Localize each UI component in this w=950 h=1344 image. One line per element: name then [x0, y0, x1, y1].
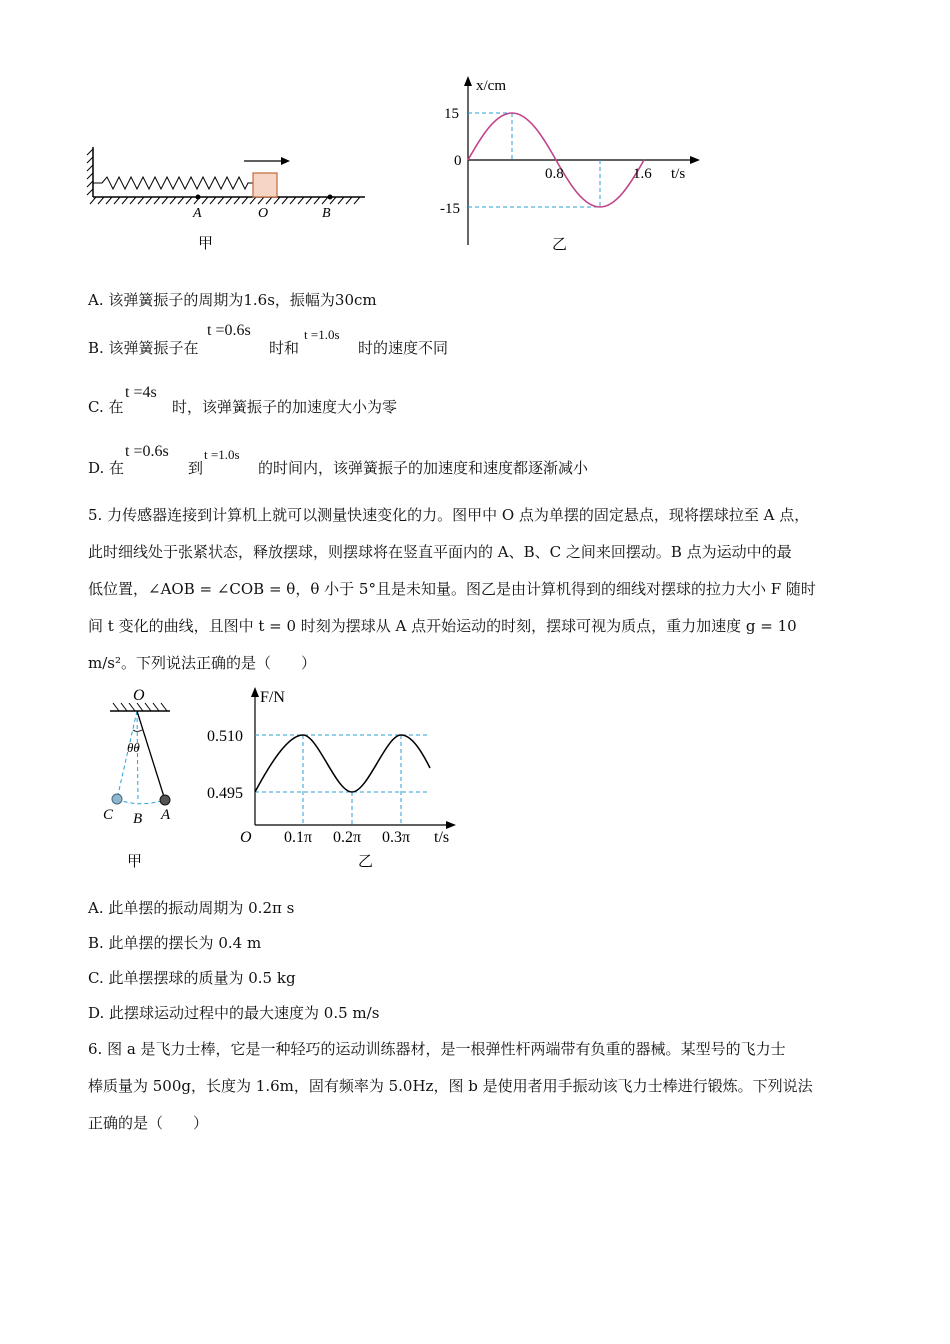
q5-line: 5. 力传感器连接到计算机上就可以测量快速变化的力。图甲中 O 点为单摆的固定悬点，现将摆球拉至 A 点， — [88, 506, 810, 524]
ball-a — [160, 795, 170, 805]
q4-c-text-1: C. 在 — [88, 398, 124, 416]
q4-d-time-2: t =1.0s — [204, 447, 240, 462]
x-axis-label: t/s — [671, 166, 686, 182]
t-tick-0.2pi: 0.2π — [333, 829, 362, 846]
pendulum-o-label: O — [133, 687, 145, 704]
figure-caption-yi-2: 乙 — [358, 852, 374, 870]
velocity-arrow-icon — [244, 157, 290, 165]
q5-option-b: B. 此单摆的摆长为 0.4 m — [88, 934, 262, 952]
f-axis-label: F/N — [260, 689, 285, 706]
point-a-label: A — [193, 206, 202, 221]
q4-d-text-3: 的时间内，该弹簧振子的加速度和速度都逐渐减小 — [258, 459, 589, 477]
q5-option-a: A. 此单摆的振动周期为 0.2π s — [88, 899, 295, 917]
spring-oscillator-figure — [80, 135, 380, 260]
y-tick-15: 15 — [444, 106, 459, 122]
q6-line: 6. 图 a 是飞力士棒，它是一种轻巧的运动训练器材，是一根弹性杆两端带有负重的器械。某型号的飞力士 — [88, 1040, 786, 1058]
point-o-label: O — [258, 206, 269, 221]
force-time-graph — [200, 682, 470, 872]
figure-caption-jia-2: 甲 — [127, 852, 143, 870]
q4-b-time-2: t =1.0s — [304, 327, 340, 342]
displacement-time-graph — [430, 72, 720, 257]
q5-stem — [88, 497, 868, 682]
q4-b-time-1: t =0.6s — [207, 322, 251, 339]
pendulum-a-label: A — [161, 807, 171, 823]
y-axis-label: x/cm — [476, 78, 506, 94]
figure-caption-yi: 乙 — [552, 235, 568, 253]
spring — [93, 177, 253, 189]
q4-b-text-3: 时的速度不同 — [358, 339, 449, 357]
q5-line: 此时细线处于张紧状态，释放摆球，则摆球将在竖直平面内的 A、B、C 之间来回摆动。B 点为运动中的最 — [88, 543, 792, 561]
block — [253, 173, 277, 197]
x-tick-1.6: 1.6 — [633, 166, 652, 182]
figure-caption-jia: 甲 — [198, 234, 214, 252]
theta-labels: θθ — [127, 740, 140, 755]
ball-c — [112, 794, 122, 804]
pendulum-c-label: C — [103, 807, 114, 823]
q4-b-text-1: B. 该弹簧振子在 — [88, 339, 199, 357]
q4-c-time: t =4s — [125, 384, 157, 401]
t-tick-0.1pi: 0.1π — [284, 829, 313, 846]
q4-d-text-1: D. 在 — [88, 459, 125, 477]
q5-option-c: C. 此单摆摆球的质量为 0.5 kg — [88, 969, 296, 987]
pendulum-b-label: B — [133, 811, 143, 827]
y-tick-0: 0 — [454, 153, 462, 169]
q4-c-text-2: 时，该弹簧振子的加速度大小为零 — [172, 398, 398, 416]
q5-line: 低位置，∠AOB = ∠COB = θ，θ 小于 5°且是未知量。图乙是由计算机得到的细线对摆球的拉力大小 F 随时 — [88, 580, 816, 598]
y-tick-neg15: -15 — [440, 201, 460, 217]
q4-b-text-2: 时和 — [269, 339, 300, 357]
f-tick-0.495: 0.495 — [207, 785, 243, 802]
pendulum-figure — [95, 682, 195, 872]
q6-stem — [88, 1031, 868, 1142]
point-b-label: B — [322, 206, 331, 221]
q5-line: m/s²。下列说法正确的是（ ） — [88, 654, 316, 672]
q6-line: 棒质量为 500g，长度为 1.6m，固有频率为 5.0Hz，图 b 是使用者用手振动该飞力士棒进行锻炼。下列说法 — [88, 1077, 813, 1095]
q4-option-a: A. 该弹簧振子的周期为1.6s，振幅为30cm — [88, 291, 377, 309]
q4-d-text-2: 到 — [188, 459, 204, 477]
origin-label: O — [240, 829, 252, 846]
x-tick-0.8: 0.8 — [545, 166, 564, 182]
t-tick-0.3pi: 0.3π — [382, 829, 411, 846]
q4-d-time-1: t =0.6s — [125, 443, 169, 460]
f-tick-0.510: 0.510 — [207, 728, 243, 745]
q6-line: 正确的是（ ） — [88, 1114, 209, 1132]
t-axis-label: t/s — [434, 829, 450, 846]
force-curve — [255, 735, 430, 792]
q5-line: 间 t 变化的曲线，且图中 t = 0 时刻为摆球从 A 点开始运动的时刻，摆球可视为质点，重力加速度 g = 10 — [88, 617, 797, 635]
q5-option-d: D. 此摆球运动过程中的最大速度为 0.5 m/s — [88, 1004, 380, 1022]
